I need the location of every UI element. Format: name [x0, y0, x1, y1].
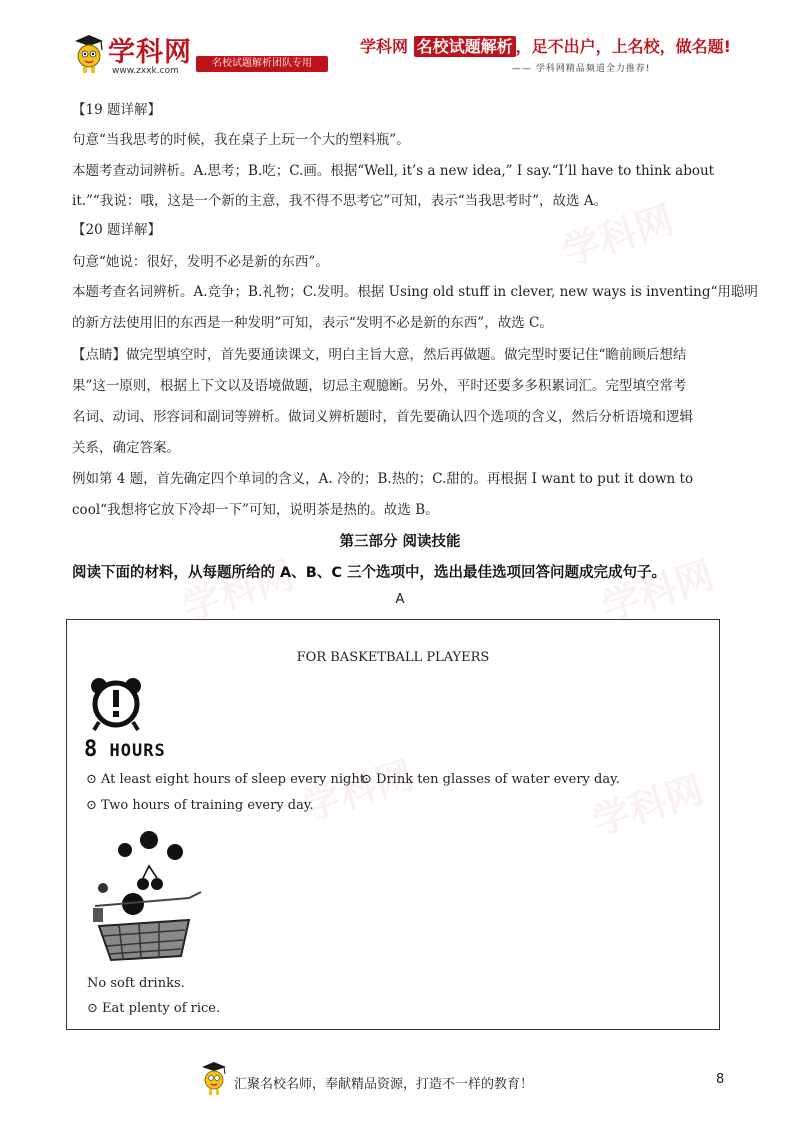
page-number: 8 [716, 1072, 725, 1087]
fruit-basket-icon [89, 826, 207, 964]
basketball-poster [66, 619, 720, 1030]
rule-sleep: ⊙ At least eight hours of sleep every night. [86, 772, 370, 787]
mascot-logo-icon [72, 32, 106, 74]
text-line: 本题考查名词辨析。A.竞争；B.礼物；C.发明。根据 Using old stuff in clever, new ways is inventing“用聪明 [72, 284, 758, 300]
heading-q19: 【19 题详解】 [72, 102, 161, 118]
slogan-brand: 学科网 [360, 37, 409, 56]
passage-label: A [395, 592, 405, 607]
rule-rice: ⊙ Eat plenty of rice. [87, 1001, 221, 1016]
poster-title: FOR BASKETBALL PLAYERS [296, 650, 490, 665]
text-line: 句意“她说：很好，发明不必是新的东西”。 [72, 254, 329, 270]
hours-label [84, 737, 166, 762]
footer-slogan: 汇聚名校名师，奉献精品资源，打造不一样的教育！ [234, 1077, 534, 1092]
hours-number: 8 [84, 737, 99, 762]
watermark: 学科网 [557, 197, 680, 275]
watermark: 学科网 [297, 752, 420, 830]
logo-url: www.zxxk.com [112, 66, 179, 76]
watermark: 学科网 [177, 552, 300, 630]
watermark: 学科网 [587, 767, 710, 845]
slogan-rest: ，足不出户，上名校，做名题! [515, 37, 731, 56]
example-line: 例如第 4 题，首先确定四个单词的含义，A. 冷的；B.热的；C.甜的。再根据 I want to put it down to [72, 471, 694, 487]
heading-q20: 【20 题详解】 [72, 222, 161, 238]
rule-no-soft-drinks: No soft drinks. [87, 976, 185, 991]
section-title: 第三部分 阅读技能 [339, 534, 461, 550]
text-line: it.”“我说：哦，这是一个新的主意，我不得不思考它”可知，表示“当我思考时”，故选 A。 [72, 193, 608, 209]
text-line: 句意“当我思考的时候，我在桌子上玩一个大的塑料瓶”。 [72, 132, 410, 148]
watermark: 学科网 [597, 552, 720, 630]
slogan-highlight: 名校试题解析 [414, 36, 516, 57]
rule-training: ⊙ Two hours of training every day. [86, 798, 314, 813]
page-header [0, 0, 800, 90]
tip-line: 果”这一原则，根据上下文以及语境做题，切忌主观臆断。另外，平时还要多多积累词汇。完型填空常考 [72, 378, 687, 394]
text-line: 的新方法使用旧的东西是一种发明”可知，表示“发明不必是新的东西”，故选 C。 [72, 315, 553, 331]
team-badge: 名校试题解析团队专用 [196, 56, 328, 72]
tip-line: 【点睛】做完型填空时，首先要通读课文，明白主旨大意，然后再做题。做完型时要记住“瞻前顾后想结 [72, 347, 687, 363]
hours-word: HOURS [109, 741, 166, 761]
reading-instruction: 阅读下面的材料，从每题所给的 A、B、C 三个选项中，选出最佳选项回答问题成完成句子。 [72, 565, 667, 581]
header-subslogan: —— 学科网精品频道全力推荐! [512, 64, 651, 74]
logo-text: 学科网 [108, 37, 192, 68]
footer-mascot-icon [200, 1060, 228, 1096]
example-line: cool“我想将它放下冷却一下”可知，说明茶是热的。故选 B。 [72, 502, 439, 518]
text-line: 本题考查动词辨析。A.思考；B.吃；C.画。根据“Well, it’s a new idea,” I say.“I’ll have to think about [72, 163, 715, 179]
alarm-clock-icon [85, 676, 147, 732]
tip-line: 名词、动词、形容词和副词等辨析。做词义辨析题时，首先要确认四个选项的含义，然后分析语境和逻辑 [72, 409, 693, 425]
rule-water: ⊙ Drink ten glasses of water every day. [361, 772, 620, 787]
tip-line: 关系，确定答案。 [72, 440, 180, 456]
header-slogan [360, 34, 731, 57]
